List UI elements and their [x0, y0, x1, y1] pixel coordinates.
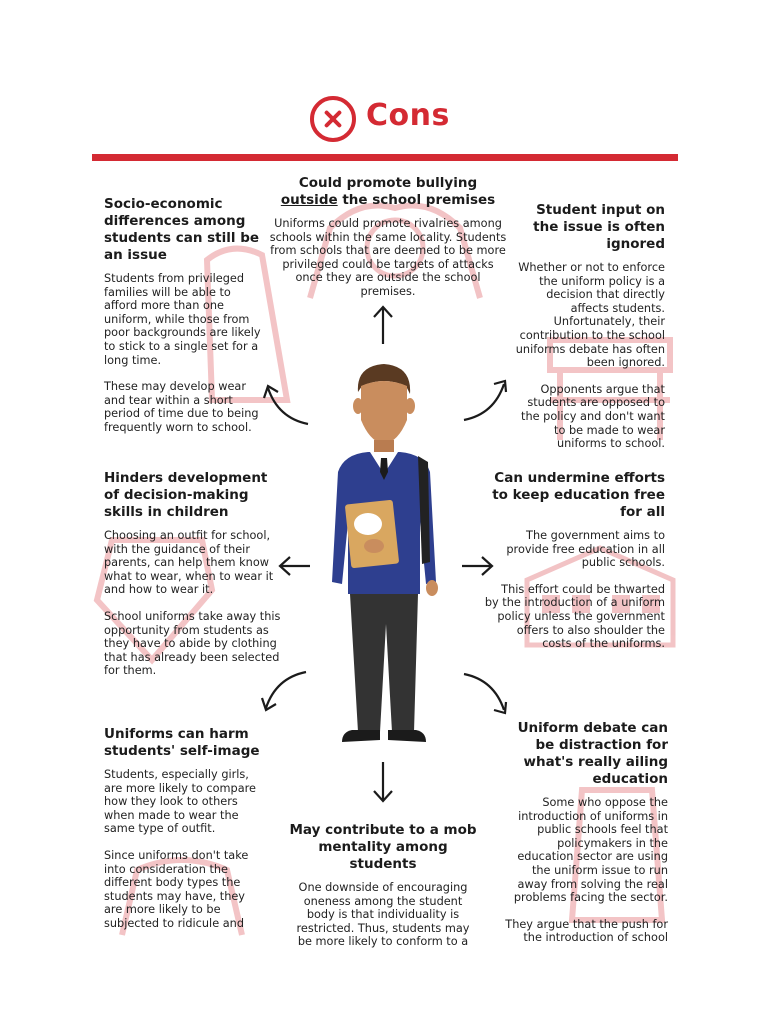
section-body: This effort could be thwarted by the introduction of a uniform policy unless the government offers to also shoulder the costs of the uniforms.	[484, 582, 665, 651]
section-socio-economic	[104, 196, 264, 435]
section-title: Could promote bullying outside the school premises	[280, 175, 496, 208]
section-body: The government aims to provide free education in all public schools.	[506, 529, 665, 570]
student-in-uniform-illustration	[318, 362, 448, 744]
section-body: Students from privileged families will be able to afford more than one uniform, while those from poor backgrounds are likely to stick to a single set for a long time.	[104, 272, 261, 367]
section-bullying	[268, 175, 508, 299]
section-body: School uniforms take away this opportunity from students as they have to abide by clothing that has already been selected for them.	[104, 609, 281, 678]
page-title: Cons	[366, 98, 450, 133]
section-mob-mentality	[288, 822, 478, 949]
section-body: Some who oppose the introduction of uniforms in public schools feel that policymakers in the education sector are using the uniform issue to run away from solving the real problems facing the sector.	[513, 796, 668, 905]
section-title: Uniform debate can be distraction for what's really ailing education	[517, 720, 668, 787]
close-circle-icon	[310, 96, 356, 142]
section-body: Since uniforms don't take into consideration the different body types the students may have, they are more likely to be subjected to ridicule and	[104, 848, 249, 930]
section-body: They argue that the push for the introduction of school	[505, 917, 668, 945]
arrow-up-left-icon	[262, 382, 312, 428]
section-title: Hinders development of decision-making skills in children	[104, 470, 268, 520]
section-student-input	[512, 202, 665, 451]
header	[92, 90, 678, 150]
section-title: Uniforms can harm students' self-image	[104, 726, 260, 759]
arrow-up-icon	[371, 304, 395, 346]
section-debate	[502, 720, 668, 945]
section-body: Opponents argue that students are opposed to the policy and don't want to be made to wear uniforms to school.	[521, 382, 665, 451]
arrow-right-icon	[460, 554, 494, 578]
section-decision-making	[104, 470, 282, 678]
section-self-image	[104, 726, 262, 931]
arrow-up-right-icon	[460, 378, 510, 424]
section-title: May contribute to a mob mentality among students	[289, 822, 477, 872]
section-body: One downside of encouraging oneness among the student body is that individuality is restricted. Thus, students may be more likely to conform to a	[296, 881, 470, 949]
section-body: Choosing an outfit for school, with the guidance of their parents, can help them know what to wear, when to wear it and how to wear it.	[104, 529, 274, 597]
header-divider	[92, 154, 678, 161]
arrow-down-right-icon	[460, 670, 510, 716]
section-body: Students, especially girls, are more likely to compare how they look to others when made to wear the same type of outfit.	[104, 768, 256, 836]
section-body: Whether or not to enforce the uniform policy is a decision that directly affects students. Unfortunately, their contribution to the school uniforms debate has often been ignored.	[515, 261, 665, 370]
section-title: Student input on the issue is often ignored	[533, 202, 665, 252]
arrow-down-icon	[371, 760, 395, 804]
infographic-page	[92, 80, 678, 949]
section-title: Can undermine efforts to keep education free for all	[492, 470, 665, 520]
section-free-education	[484, 470, 665, 651]
section-body: These may develop wear and tear within a short period of time due to being frequently worn to school.	[104, 380, 259, 434]
arrow-left-icon	[278, 554, 312, 578]
section-title: Socio-economic differences among students can still be an issue	[104, 196, 260, 263]
arrow-down-left-icon	[260, 668, 310, 714]
section-body: Uniforms could promote rivalries among schools within the same locality. Students from schools that are deemed to be more privileged could be targets of attacks once they are outside the school premises.	[269, 217, 507, 298]
